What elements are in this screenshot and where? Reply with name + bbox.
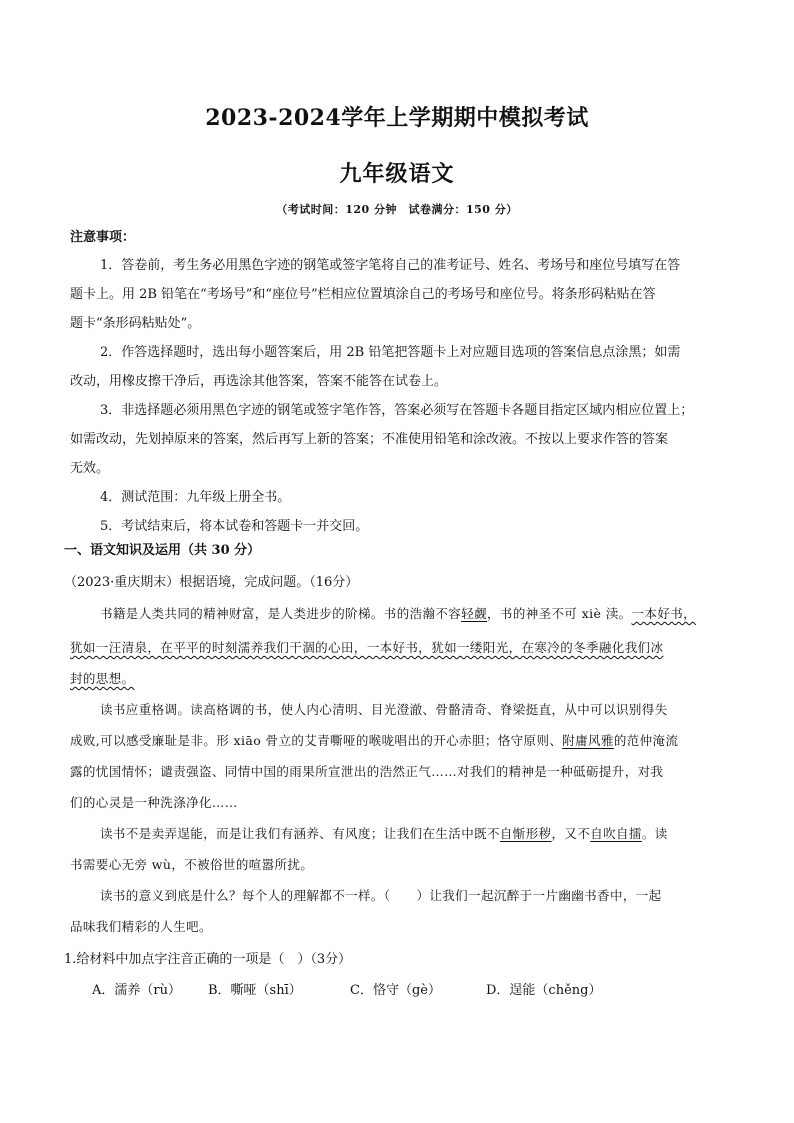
passage-underlined-word: 自吹自擂: [590, 826, 642, 841]
exam-subtitle: 九年级语文: [339, 161, 455, 187]
option-d: D．逞能（chěng）: [486, 983, 602, 998]
passage-line: [70, 888, 760, 904]
exam-title: 2023-2024学年上学期期中模拟考试: [205, 105, 589, 131]
passage-underlined-word: 自惭形秽: [499, 826, 552, 841]
section-intro: （2023·重庆期末）根据语境，完成问题。（16分）: [64, 575, 359, 590]
question-stem: 1.给材料中加点字注音正确的一项是（ ）（3分）: [64, 952, 352, 967]
passage-text: 读书不是卖弄逞能，而是让我们有涵养、有风度；让我们在生活中既不: [100, 826, 500, 841]
notice-heading: 注意事项：: [70, 230, 136, 245]
notice-line: 5．考试结束后，将本试卷和答题卡一并交回。: [100, 519, 369, 534]
option-c: C．恪守（gè）: [350, 983, 441, 998]
passage-text: 。读: [641, 826, 668, 841]
passage-line: [70, 606, 760, 622]
passage-line: 品味我们精彩的人生吧。: [70, 919, 212, 934]
passage-text: 的范仲淹流: [613, 733, 679, 748]
passage-line: 露的忧国情怀；谴责强盗、同情中国的雨果所宣泄出的浩然正气……对我们的精神是一种砥砺提升，对我: [70, 764, 664, 779]
passage-line: 读书应重格调。读高格调的书，使人内心清明、目光澄澈、骨骼清奇、脊梁挺直，从中可以识别得失: [100, 702, 668, 717]
passage-text: 书籍是人类共同的精神财富，是人类进步的阶梯。书的浩瀚不容: [100, 606, 462, 621]
notice-line: 题卡“条形码粘贴处”。: [70, 316, 201, 331]
notice-line: 1．答卷前，考生务必用黑色字迹的钢笔或签字笔将自己的准考证号、姓名、考场号和座位号填写在答: [100, 258, 681, 273]
passage-text: ）让我们一起沉醉于一片幽幽书香中，一起: [416, 888, 662, 903]
passage-text: ，书的神圣不可 xiè 渎。: [487, 606, 632, 621]
notice-line: 4．测试范围：九年级上册全书。: [100, 490, 291, 505]
passage-text: 成败,可以感受廉耻是非。形 xiāo 骨立的艾青嘶哑的喉咙唱出的开心赤胆；恪守原则、: [70, 733, 563, 748]
option-b: B．嘶哑（shī）: [208, 983, 302, 998]
notice-line: 3．非选择题必须用黑色字迹的钢笔或签字笔作答，答案必须写在答题卡各题目指定区域内相应位置上；: [100, 403, 694, 418]
passage-text: 读书的意义到底是什么？每个人的理解都不一样。（: [100, 888, 391, 903]
question-options: [92, 983, 752, 999]
passage-underlined-text: 封的思想。: [70, 671, 135, 686]
notice-line: 2．作答选择题时，选出每小题答案后，用 2B 铅笔把答题卡上对应题目选项的答案信息点涂黑；如需: [100, 345, 681, 360]
passage-line: [70, 733, 730, 749]
passage-underlined-text: 犹如一汪清泉，在平平的时刻濡养我们干涸的心田，一本好书，犹如一缕阳光，在寒冷的冬季融化我们冰: [70, 640, 664, 655]
passage-line: [70, 826, 760, 842]
passage-line: 书需要心无旁 wù，不被俗世的喧嚣所扰。: [70, 857, 314, 872]
notice-line: 无效。: [70, 461, 110, 476]
passage-dotted-word: 轻觑: [461, 606, 488, 621]
exam-meta: （考试时间：120 分钟 试卷满分：150 分）: [276, 203, 518, 216]
option-a: A．濡养（rù）: [92, 983, 181, 998]
passage-underlined-word: 附庸风雅: [562, 733, 614, 748]
section-heading: 一、语文知识及运用（共 30 分）: [64, 543, 261, 558]
passage-line: [70, 671, 730, 687]
notice-line: 改动，用橡皮擦干净后，再选涂其他答案，答案不能答在试卷上。: [70, 374, 448, 389]
notice-line: 如需改动，先划掉原来的答案，然后再写上新的答案；不准使用铅笔和涂改液。不按以上要求作答的答案: [70, 432, 669, 447]
passage-text: ，又不: [551, 826, 591, 841]
passage-line: [70, 640, 730, 656]
passage-underlined-text: 一本好书，: [631, 606, 697, 621]
notice-line: 题卡上。用 2B 铅笔在“考场号”和“座位号”栏相应位置填涂自己的考场号和座位号。将条形码粘贴在答: [70, 287, 656, 302]
passage-line: 们的心灵是一种洗涤净化……: [70, 795, 238, 810]
